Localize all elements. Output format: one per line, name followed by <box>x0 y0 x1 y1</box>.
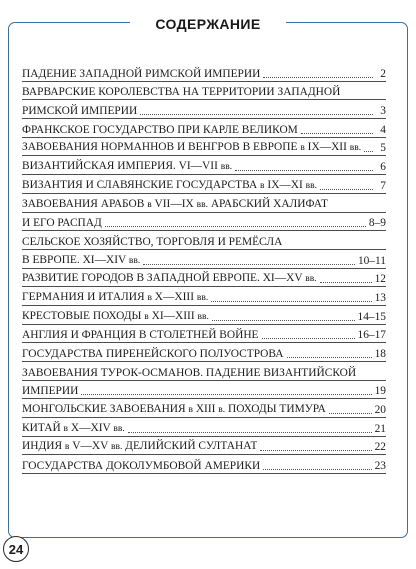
dot-leader <box>81 394 371 395</box>
dot-leader <box>320 189 373 190</box>
toc-entry-title: КРЕСТОВЫЕ ПОХОДЫ в XI—XIII вв. <box>22 309 209 322</box>
toc-entry <box>22 175 386 194</box>
toc-entry-title: ЗАВОЕВАНИЯ ТУРОК-ОСМАНОВ. ПАДЕНИЕ ВИЗАНТИЙСКОЙ <box>22 366 357 379</box>
toc-page-number: 10–11 <box>357 254 386 267</box>
dot-leader <box>320 282 372 283</box>
toc-entry-title: ЗАВОЕВАНИЯ АРАБОВ в VII—IX вв. АРАБСКИЙ ХАЛИФАТ <box>22 197 328 210</box>
toc-page-number: 22 <box>374 441 386 454</box>
toc-entry <box>22 119 386 138</box>
toc-entry-title: ВИЗАНТИЙСКАЯ ИМПЕРИЯ. VI—VII вв. <box>22 160 233 173</box>
toc-entry <box>22 418 386 437</box>
toc-entry <box>22 455 386 474</box>
toc-entry <box>22 82 386 101</box>
toc-page-number: 7 <box>380 179 386 192</box>
dot-leader <box>235 170 373 171</box>
toc-entry-title: СЕЛЬСКОЕ ХОЗЯЙСТВО, ТОРГОВЛЯ И РЕМЁСЛА <box>22 235 283 248</box>
page-title: СОДЕРЖАНИЕ <box>130 13 286 35</box>
toc-entry-title: КИТАЙ в X—XIV вв. <box>22 421 125 434</box>
dot-leader <box>364 151 373 152</box>
toc-entry-title: ПАДЕНИЕ ЗАПАДНОЙ РИМСКОЙ ИМПЕРИИ <box>22 67 261 80</box>
toc-entry-title: ГОСУДАРСТВА ПИРЕНЕЙСКОГО ПОЛУОСТРОВА <box>22 348 284 360</box>
toc-entry-title: И ЕГО РАСПАД <box>22 217 102 230</box>
toc-page-number: 4 <box>380 123 386 136</box>
toc-entry <box>22 156 386 175</box>
toc-entry-title: РИМСКОЙ ИМПЕРИИ <box>22 105 138 118</box>
toc-page-number: 3 <box>380 105 386 118</box>
toc-entry-title: ИНДИЯ в V—XV вв. ДЕЛИЙСКИЙ СУЛТАНАТ <box>22 440 258 453</box>
toc-page-number: 12 <box>374 273 386 286</box>
page-number-badge: 24 <box>3 536 29 562</box>
toc-entry-title: ЗАВОЕВАНИЯ НОРМАННОВ И ВЕНГРОВ В ЕВРОПЕ в IX—XII вв. <box>22 141 362 154</box>
dot-leader <box>287 357 372 358</box>
dot-leader <box>143 264 355 265</box>
toc-entry-title: ГОСУДАРСТВА ДОКОЛУМБОВОЙ АМЕРИКИ <box>22 460 261 473</box>
toc-entry <box>22 362 386 381</box>
toc-page-number: 6 <box>380 161 386 174</box>
toc-entry <box>22 63 386 82</box>
dot-leader <box>105 226 366 227</box>
toc-page-number: 2 <box>380 67 386 80</box>
toc-entry-title: ИМПЕРИИ <box>22 385 79 398</box>
toc-entry <box>22 287 386 306</box>
toc-entry-title: В ЕВРОПЕ. XI—XIV вв. <box>22 253 141 266</box>
toc-entry-title: МОНГОЛЬСКИЕ ЗАВОЕВАНИЯ в XIII в. ПОХОДЫ ТИМУРА <box>22 403 326 416</box>
toc-entry <box>22 437 386 456</box>
toc-page-number: 5 <box>380 142 386 155</box>
dot-leader <box>301 133 373 134</box>
toc-entry-title: ГЕРМАНИЯ И ИТАЛИЯ в X—XIII вв. <box>22 290 209 303</box>
toc-entry-title: ВИЗАНТИЯ И СЛАВЯНСКИЕ ГОСУДАРСТВА в IX—XI вв. <box>22 178 318 191</box>
toc-page-number: 8–9 <box>368 217 386 230</box>
dot-leader <box>128 432 372 433</box>
toc-entry <box>22 269 386 288</box>
toc-page-number: 16–17 <box>357 329 386 342</box>
toc-page-number: 18 <box>374 348 386 360</box>
toc-entry <box>22 231 386 250</box>
dot-leader <box>212 320 355 321</box>
toc-page-number: 13 <box>374 291 386 304</box>
dot-leader <box>140 114 373 115</box>
toc-entry <box>22 138 386 157</box>
toc-page-number: 21 <box>374 422 386 435</box>
dot-leader <box>329 413 372 414</box>
toc-entry <box>22 213 386 232</box>
dot-leader <box>263 469 371 470</box>
toc-entry <box>22 194 386 213</box>
toc-entry <box>22 381 386 400</box>
dot-leader <box>211 301 371 302</box>
dot-leader <box>263 77 373 78</box>
toc-entry <box>22 343 386 362</box>
toc-entry <box>22 325 386 344</box>
toc-entry <box>22 250 386 269</box>
toc-entry-title: ВАРВАРСКИЕ КОРОЛЕВСТВА НА ТЕРРИТОРИИ ЗАПАДНОЙ <box>22 86 341 99</box>
dot-leader <box>260 450 371 451</box>
toc-entry-title: АНГЛИЯ И ФРАНЦИЯ В СТОЛЕТНЕЙ ВОЙНЕ <box>22 329 259 342</box>
toc-entry <box>22 306 386 325</box>
toc-page-number: 23 <box>374 460 386 473</box>
toc-page-number: 19 <box>374 385 386 398</box>
table-of-contents <box>22 63 386 474</box>
dot-leader <box>262 338 355 339</box>
toc-entry <box>22 399 386 418</box>
toc-page-number: 20 <box>374 404 386 417</box>
toc-page-number: 14–15 <box>357 310 386 323</box>
toc-entry-title: ФРАНКСКОЕ ГОСУДАРСТВО ПРИ КАРЛЕ ВЕЛИКОМ <box>22 123 298 136</box>
toc-entry <box>22 100 386 119</box>
toc-entry-title: РАЗВИТИЕ ГОРОДОВ В ЗАПАДНОЙ ЕВРОПЕ. XI—XV вв. <box>22 272 317 285</box>
